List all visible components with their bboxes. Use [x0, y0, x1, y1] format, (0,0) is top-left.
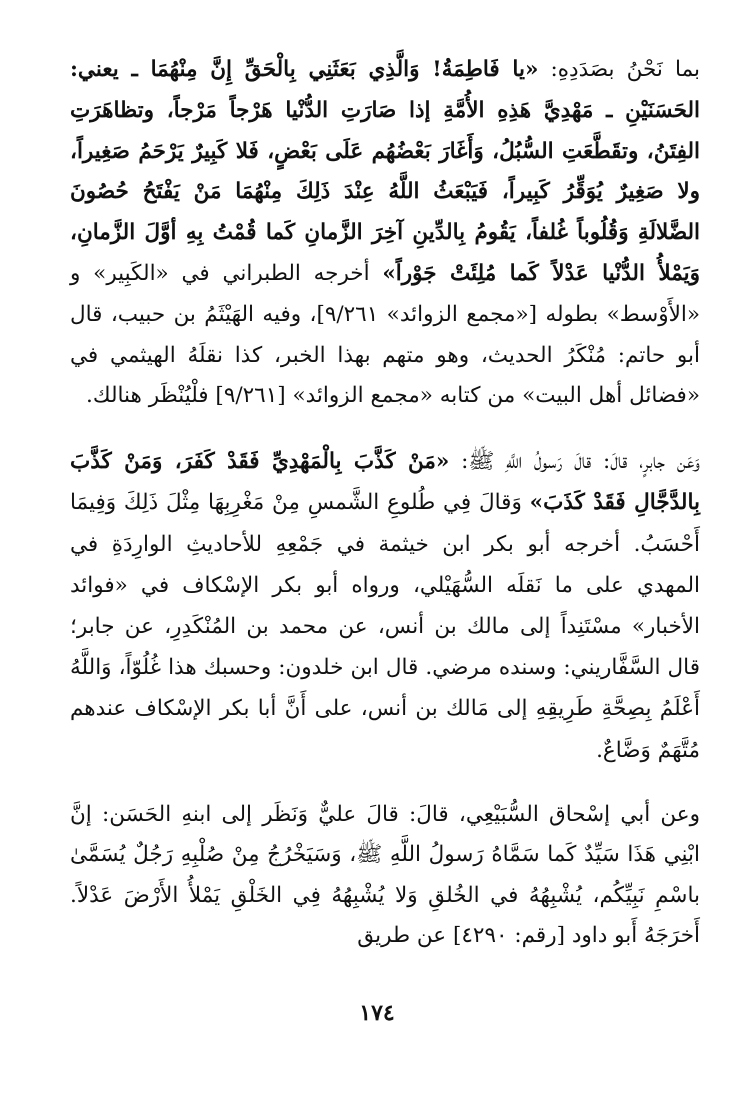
- paragraph-1-text: بما نَحْنُ بصَدَدِهِ:: [538, 57, 700, 82]
- paragraph-3-text: وعن أبي إسْحاق السُّبَيْعِي، قالَ: قالَ عليٌّ وَنَظَر إلى ابنهِ الحَسَن: إنَّ ابْنِي هَذَا سَيِّدٌ كَما سَمَّاهُ رَسولُ اللَّهِ ﷺ، وَسَيَخْرُجُ مِنْ صُلْبِهِ رَجُلٌ يُسَمَّىٰ باسْمِ نَبِيِّكُم، يُشْبِهُهُ في الخُلقِ وَلا يُشْبِهُهُ فِي الخَلْقِ يَمْلأُ الأَرْضَ عَدْلاً. أَخرَجَهُ أَبو داود [رقم: ٤٢٩٠] عن طريق: [70, 801, 700, 949]
- paragraph-1: [70, 50, 700, 417]
- paragraph-1-takhrij: أخرجه الطبراني في «الكَبِير» و «الأَوْسط» بطوله [«مجمع الزوائد» ٩/٢٦١]، وفيه الهَيْثَمُ بن حبيب، قال أبو حاتم: مُنْكَرُ الحديث، وهو متهم بهذا الخبر، كذا نقلَهُ الهيثمي في «فضائل أهل البيت» من كتابه «مجمع الزوائد» [٩/٢٦١] فلْيُنْظَر هنالك.: [70, 260, 701, 409]
- paragraph-2-text: وَعَن جابرٍ، قالَ: قالَ رَسولُ اللَّهِ ﷺ:: [449, 449, 700, 475]
- page-number: ١٧٤: [359, 1000, 395, 1026]
- paragraph-2: [70, 441, 700, 771]
- paragraph-2-hadith-text: «مَنْ كَذَّبَ بِالْمَهْدِيِّ فَقَدْ كَفَرَ، وَمَنْ كَذَّبَ بِالدَّجَّالِ فَقَدْ كَذَبَ»: [70, 449, 700, 516]
- paragraph-1-hadith-text: «يا فَاطِمَةُ! وَالَّذِي بَعَثَنِي بِالْحَقِّ إِنَّ مِنْهُمَا ـ يعني: الحَسَنَيْنِ ـ مَهْدِيَّ هَذِهِ الأُمَّةِ إذا صَارَتِ الدُّنْيا هَرْجاً مَرْجاً، وتظاهَرَتِ الفِتَنُ، وتقَطَّعَتِ السُّبُلُ، وَأَغَارَ بَعْضُهُم عَلَى بَعْضٍ، فَلا كَبِيرٌ يَرْحَمُ صَغِيراً، ولا صَغِيرٌ يُوَقِّرُ كَبِيراً، فَيَبْعَثُ اللَّهُ عِنْدَ ذَلِكَ مِنْهُمَا مَنْ يَفْتَحُ حُصُونَ الضَّلالَةِ وَقُلُوباً غُلفاً، يَقُومُ بِالدِّينِ آخِرَ الزَّمانِ كَما قُمْتُ بِهِ أوَّلَ الزَّمانِ، وَيَمْلأُ الدُّنْيا عَدْلاً كَما مُلِئَتْ جَوْراً»: [70, 57, 700, 286]
- paragraph-3: [70, 795, 700, 957]
- paragraph-2-takhrij: وَقالَ فِي طُلوعِ الشَّمسِ مِنْ مَغْرِبِهَا مِثْلَ ذَلِكَ وَفِيمَا أَحْسَبُ. أخرجه أبو بكر ابن خيثمة في جَمْعِهِ للأحاديثِ الوارِدَةِ في المهدي على ما نَقلَه السُّهَيْلي، ورواه أبو بكر الإسْكاف في «فوائد الأخبار» مسْتَنِداً إلى مالك بن أنس، عن محمد بن المُنْكَدِرِ، عن جابر؛ قال السَّفَّاريني: وسنده مرضي. قال ابن خلدون: وحسبك هذا غُلُوّاً، وَاللَّهُ أَعْلَمُ بِصِحَّةِ طَرِيقِهِ إلى مَالك بن أنس، على أَنَّ أبا بكر الإسْكاف عندهم مُتَّهَمٌ وَضَّاعٌ.: [70, 490, 700, 763]
- document-page: [70, 50, 700, 957]
